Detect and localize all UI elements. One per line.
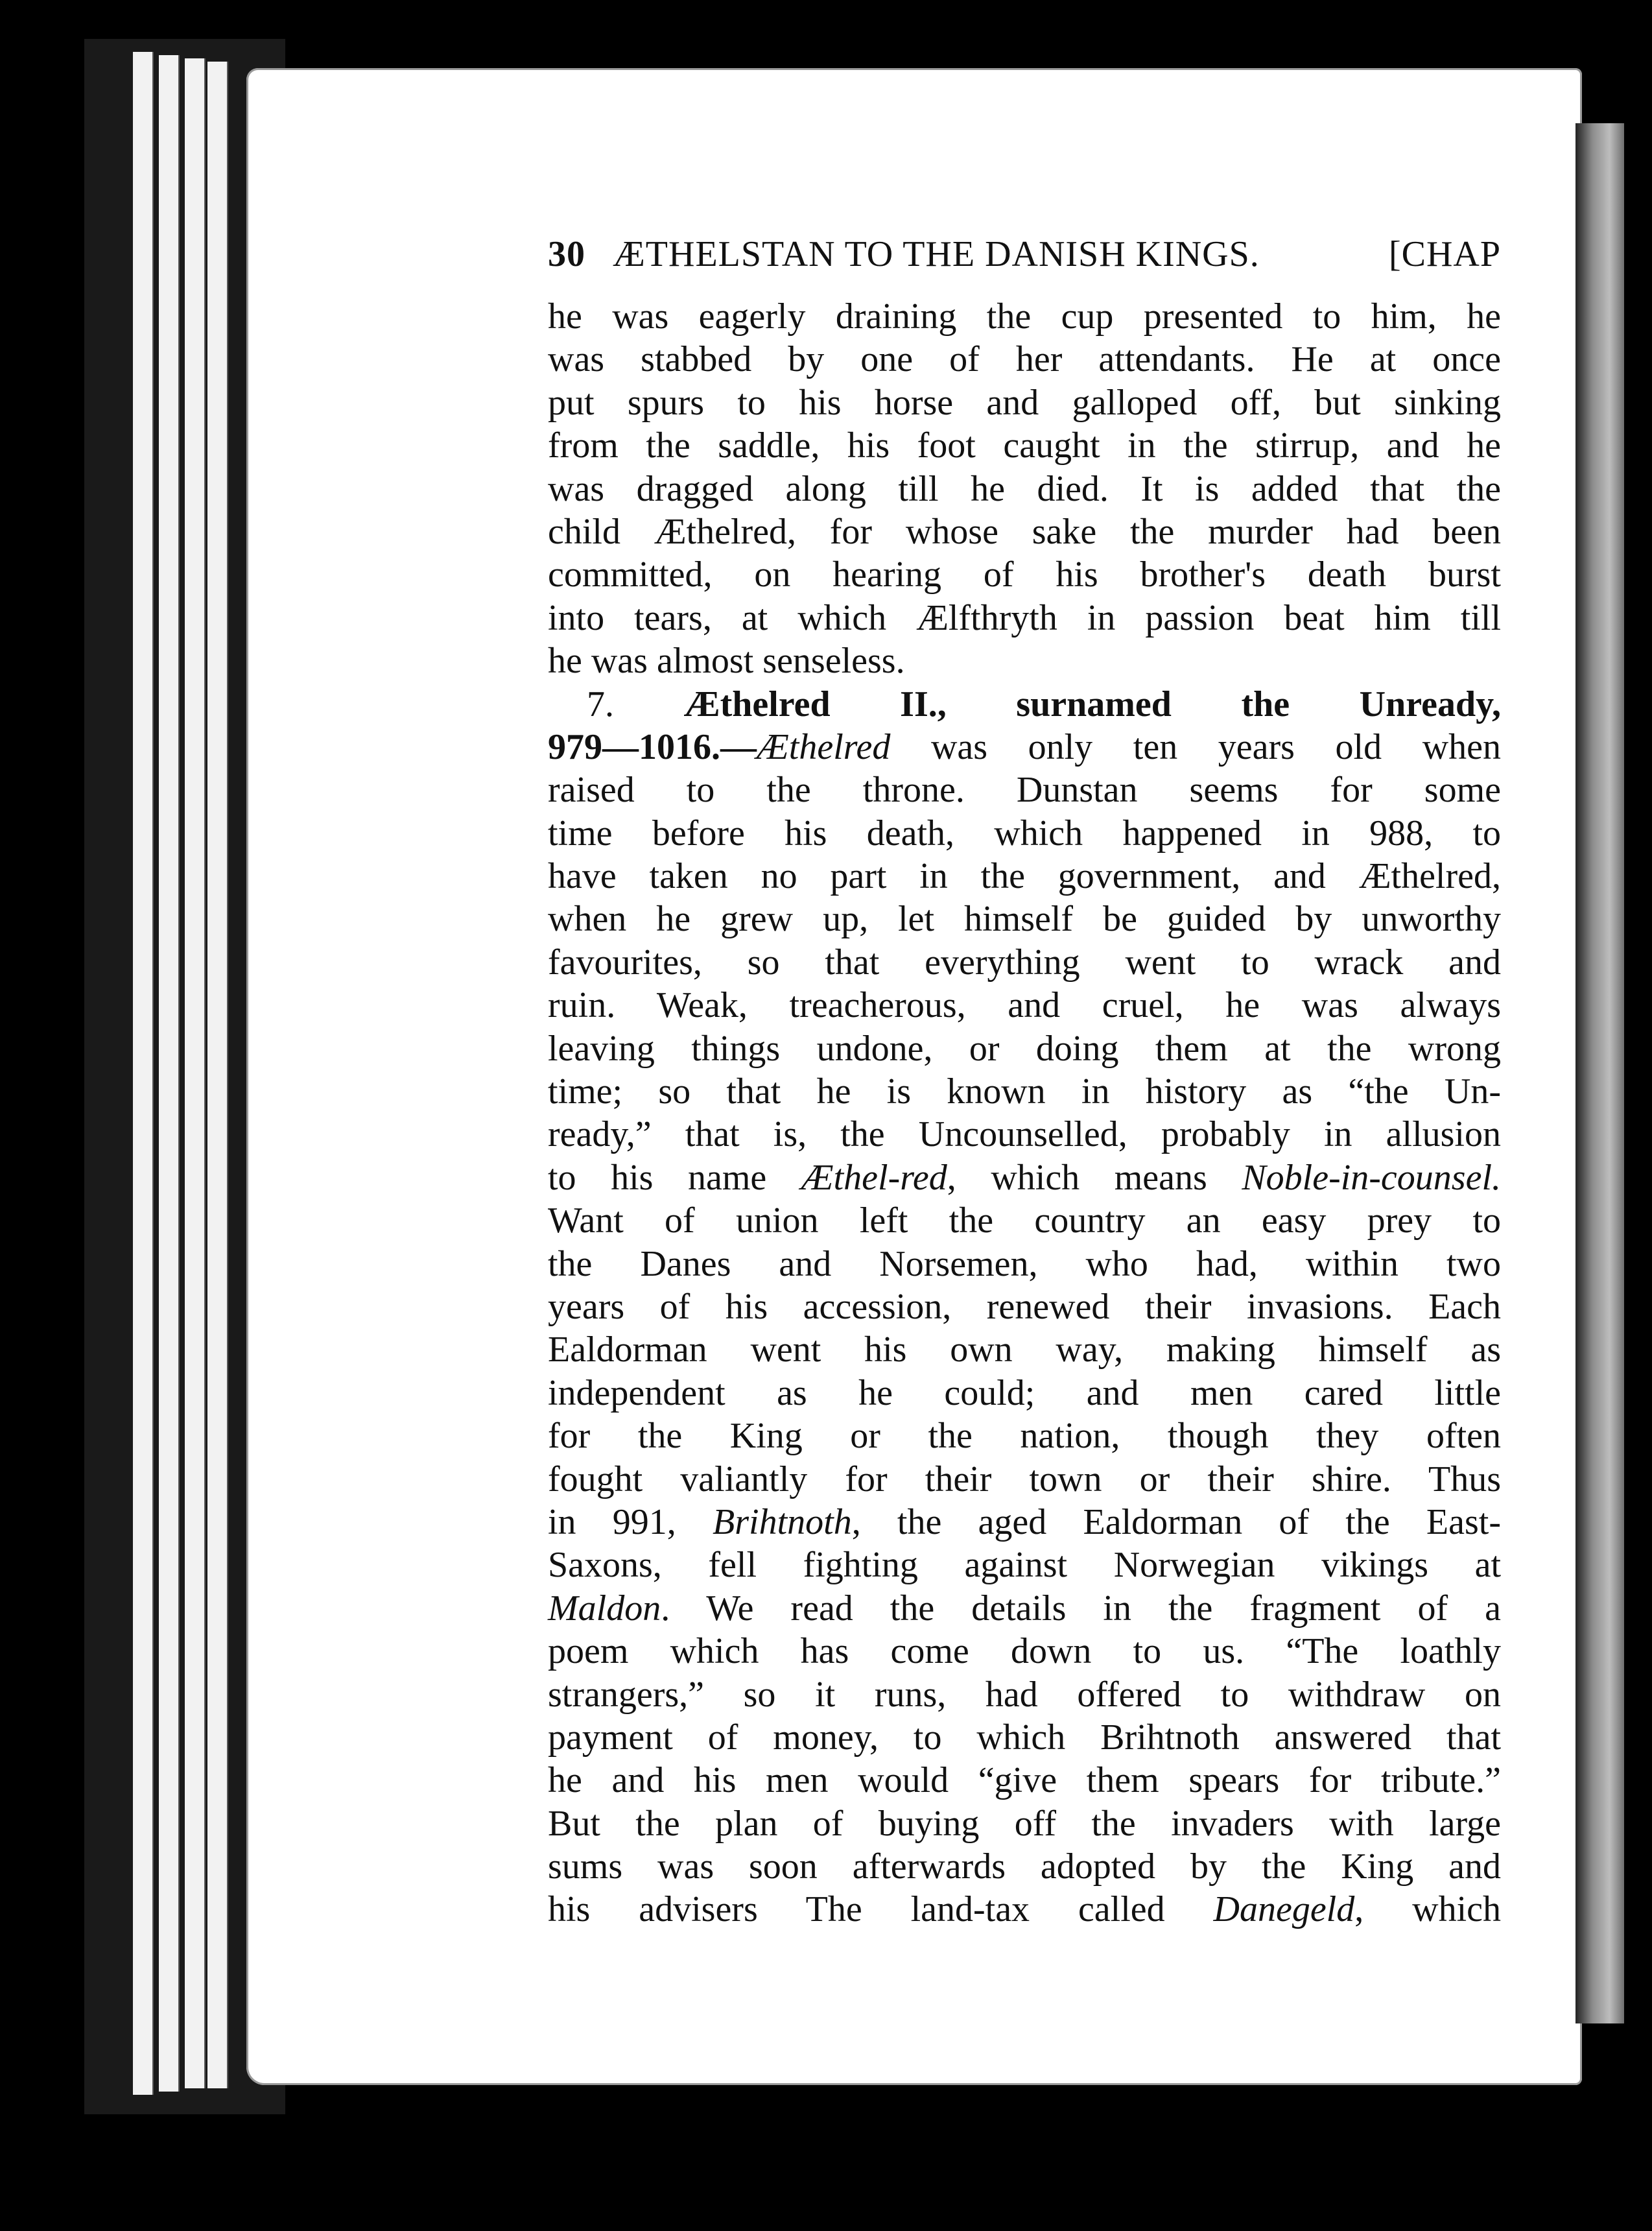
- text-fragment: , the aged Ealdorman of the East-: [851, 1501, 1501, 1542]
- section-dates: 979—1016.—: [548, 726, 757, 767]
- text-line: payment of money, to which Brihtnoth answered that: [548, 1717, 1501, 1758]
- text-line: from the saddle, his foot caught in the stirrup, and he: [548, 425, 1501, 466]
- text-line: ready,” that is, the Uncounselled, probably in allusion: [548, 1114, 1501, 1155]
- italic-term: Danegeld: [1213, 1889, 1355, 1930]
- page-leaf: [185, 58, 206, 2088]
- text-line: he and his men would “give them spears for tribute.”: [548, 1760, 1501, 1801]
- text-line: ruin. Weak, treacherous, and cruel, he was always: [548, 985, 1501, 1026]
- text-line: Want of union left the country an easy prey to: [548, 1200, 1501, 1241]
- italic-place: Maldon: [548, 1588, 661, 1629]
- text-fragment: , which means: [947, 1157, 1242, 1198]
- text-fragment: his advisers The land-tax called: [548, 1889, 1214, 1930]
- text-line: Ealdorman went his own way, making himself as: [548, 1330, 1501, 1370]
- running-title: ÆTHELSTAN TO THE DANISH KINGS.: [613, 234, 1260, 274]
- text-line: into tears, at which Ælfthryth in passion beat him till: [548, 597, 1501, 638]
- section-heading-line: [548, 683, 1501, 726]
- page-leaf: [159, 55, 180, 2092]
- text-line: committed, on hearing of his brother's death burst: [548, 555, 1501, 595]
- text-line: independent as he could; and men cared little: [548, 1372, 1501, 1413]
- page-gutter-shadow: [1575, 123, 1624, 2023]
- section-dates-line: [548, 726, 1501, 769]
- text-line: strangers,” so it runs, had offered to withdraw on: [548, 1674, 1501, 1715]
- text-line: poem which has come down to us. “The loathly: [548, 1631, 1501, 1672]
- section-heading: Æthelred II., surnamed the Unready,: [683, 684, 1501, 724]
- text-line: sums was soon afterwards adopted by the King and: [548, 1846, 1501, 1887]
- text-line: time before his death, which happened in 988, to: [548, 813, 1501, 853]
- text-line: years of his accession, renewed their invasions. Each: [548, 1286, 1501, 1327]
- text-line: he was eagerly draining the cup presented to him, he: [548, 296, 1501, 337]
- text-line: raised to the throne. Dunstan seems for some: [548, 770, 1501, 811]
- italic-meaning: Noble-in-counsel.: [1242, 1157, 1501, 1198]
- text-line: was stabbed by one of her attendants. He at once: [548, 339, 1501, 380]
- section-lead-name: Æthelred: [757, 726, 891, 767]
- text-line: favourites, so that everything went to wrack and: [548, 942, 1501, 983]
- text-line: leaving things undone, or doing them at the wrong: [548, 1028, 1501, 1069]
- text-line: have taken no part in the government, and Æthelred,: [548, 856, 1501, 897]
- text-fragment: in 991,: [548, 1501, 713, 1542]
- text-fragment: . We read the details in the fragment of a: [661, 1588, 1501, 1629]
- text-line: [548, 1156, 1501, 1199]
- text-line: Saxons, fell fighting against Norwegian vikings at: [548, 1545, 1501, 1586]
- section-lead-rest: was only ten years old when: [890, 726, 1501, 767]
- text-fragment: , which: [1354, 1889, 1501, 1930]
- page-leaf: [207, 62, 228, 2088]
- text-line: for the King or the nation, though they often: [548, 1416, 1501, 1457]
- text-line: child Æthelred, for whose sake the murder had been: [548, 511, 1501, 552]
- page-leaf: [133, 52, 154, 2095]
- italic-name: Brihtnoth: [713, 1501, 852, 1542]
- italic-name: Æthel-red: [801, 1157, 947, 1198]
- text-line: the Danes and Norsemen, who had, within two: [548, 1243, 1501, 1284]
- text-line: time; so that he is known in history as “the Un-: [548, 1071, 1501, 1112]
- text-line: put spurs to his horse and galloped off, but sinking: [548, 382, 1501, 423]
- page-number: 30: [548, 234, 585, 274]
- text-line: [548, 1501, 1501, 1544]
- text-line: was dragged along till he died. It is added that the: [548, 468, 1501, 509]
- chapter-mark: [CHAP: [1388, 234, 1501, 274]
- text-line: he was almost senseless.: [548, 641, 905, 682]
- text-line: [548, 1888, 1501, 1931]
- text-line: when he grew up, let himself be guided by unworthy: [548, 899, 1501, 940]
- body-text: [548, 295, 1501, 1931]
- running-header: [548, 233, 1501, 285]
- section-number: 7.: [587, 684, 614, 724]
- text-fragment: to his name: [548, 1157, 801, 1198]
- text-line: fought valiantly for their town or their shire. Thus: [548, 1459, 1501, 1499]
- text-line: [548, 1587, 1501, 1630]
- text-line: But the plan of buying off the invaders with large: [548, 1803, 1501, 1844]
